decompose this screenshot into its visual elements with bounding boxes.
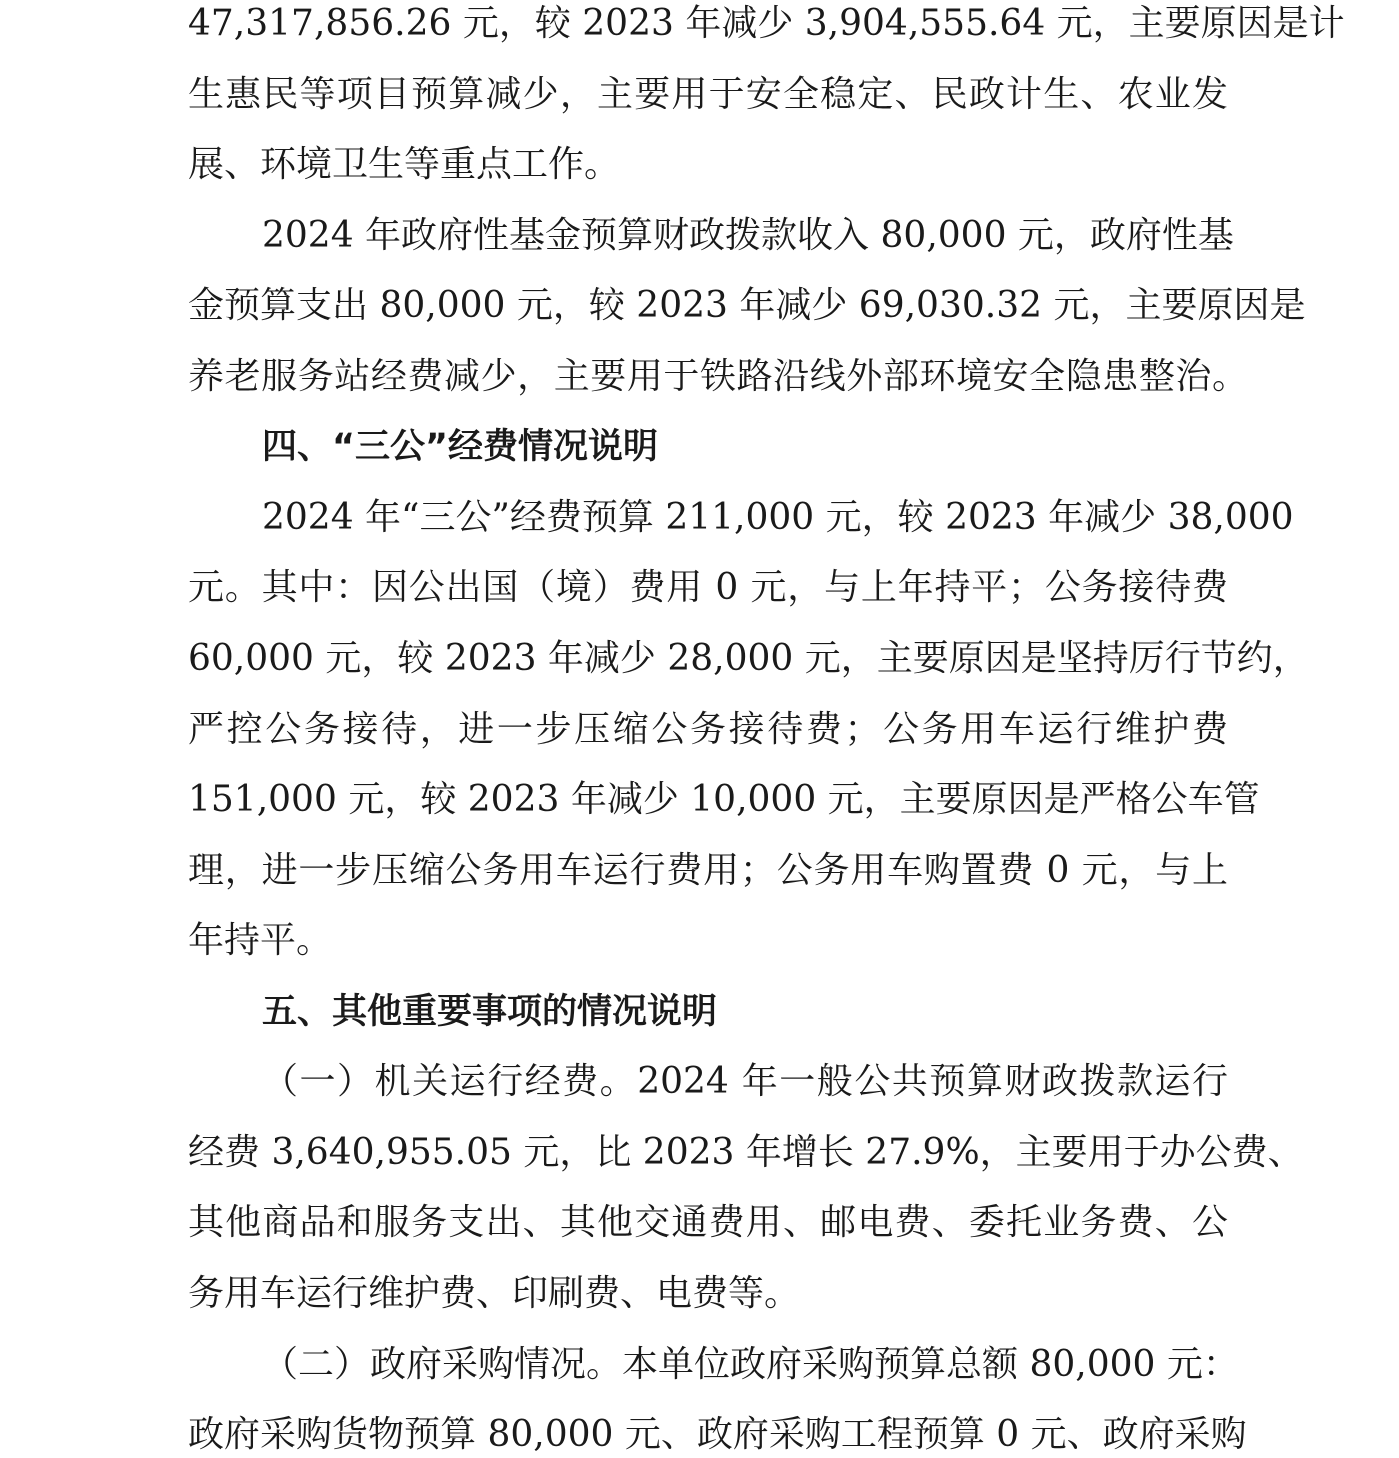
paragraph-line: 务用车运行维护费、印刷费、电费等。 [188, 1273, 801, 1314]
paragraph-line: 元。其中：因公出国（境）费用 0 元，与上年持平；公务接待费 [188, 567, 1228, 608]
paragraph-line: 展、环境卫生等重点工作。 [188, 144, 621, 185]
section-heading: 四、“三公”经费情况说明 [262, 427, 659, 467]
paragraph-line: 2024 年政府性基金预算财政拨款收入 80,000 元，政府性基 [262, 215, 1234, 256]
paragraph-line: 2024 年“三公”经费预算 211,000 元，较 2023 年减少 38,000 [262, 497, 1294, 538]
paragraph-line: 养老服务站经费减少，主要用于铁路沿线外部环境安全隐患整治。 [188, 356, 1248, 397]
paragraph-line: 47,317,856.26 元，较 2023 年减少 3,904,555.64 元，主要原因是计 [188, 3, 1345, 44]
paragraph-line: 年持平。 [188, 920, 333, 961]
paragraph-line: （一）机关运行经费。2024 年一般公共预算财政拨款运行 [262, 1061, 1228, 1102]
paragraph-line: 政府采购货物预算 80,000 元、政府采购工程预算 0 元、政府采购 [188, 1414, 1247, 1455]
paragraph-line: 60,000 元，较 2023 年减少 28,000 元，主要原因是坚持厉行节约， [188, 638, 1309, 679]
paragraph-line: 生惠民等项目预算减少，主要用于安全稳定、民政计生、农业发 [188, 74, 1228, 115]
paragraph-line: 理，进一步压缩公务用车运行费用；公务用车购置费 0 元，与上 [188, 850, 1228, 891]
paragraph-line: 其他商品和服务支出、其他交通费用、邮电费、委托业务费、公 [188, 1202, 1228, 1243]
paragraph-line: 严控公务接待，进一步压缩公务接待费；公务用车运行维护费 [188, 709, 1228, 750]
section-heading: 五、其他重要事项的情况说明 [262, 992, 718, 1032]
paragraph-line: 金预算支出 80,000 元，较 2023 年减少 69,030.32 元，主要原因是 [188, 285, 1306, 326]
paragraph-line: 经费 3,640,955.05 元，比 2023 年增长 27.9%，主要用于办公费、 [188, 1132, 1304, 1173]
paragraph-line: 151,000 元，较 2023 年减少 10,000 元，主要原因是严格公车管 [188, 779, 1260, 820]
paragraph-line: （二）政府采购情况。本单位政府采购预算总额 80,000 元： [262, 1344, 1239, 1385]
